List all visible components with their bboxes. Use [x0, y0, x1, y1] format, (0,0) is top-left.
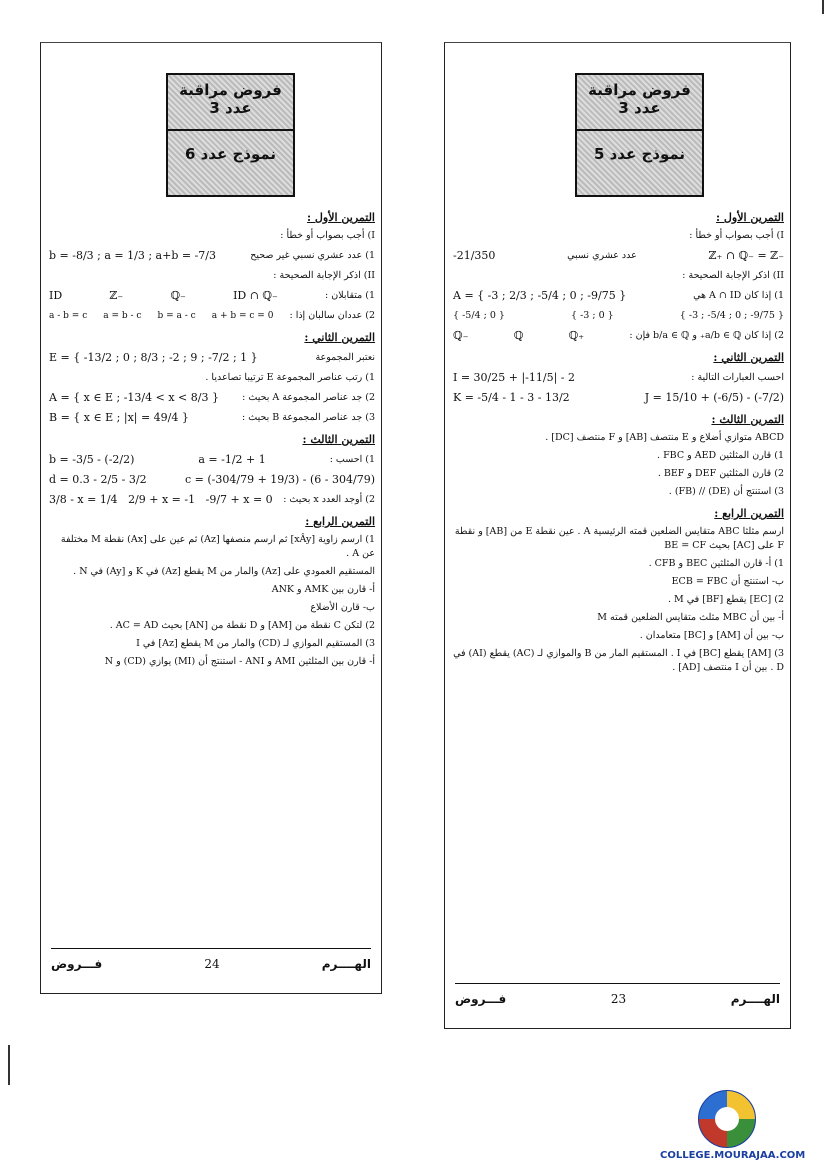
question: II) اذكر الإجابة الصحيحة : — [273, 270, 375, 281]
question: 3) المستقيم الموازي لـ (CD) والمار من M يقطع [Az] في I — [136, 638, 375, 649]
watermark-text: COLLEGE.MOURAJAA.COM — [660, 1150, 806, 1161]
exercise-1-title: التمرين الأول : — [716, 211, 784, 224]
option: ℚ₊ — [568, 329, 585, 342]
page-footer — [455, 983, 780, 1010]
question-row — [453, 249, 784, 263]
page-23 — [444, 42, 791, 1029]
scan-edge-mark — [8, 1045, 10, 1085]
question: 3) استنتج أن (DE) // (FB) . — [668, 486, 784, 497]
option: b = a - c — [157, 311, 196, 321]
option: { -3 ; 0 } — [571, 310, 614, 321]
math-expr: E = { -13/2 ; 0 ; 8/3 ; -2 ; 9 ; -7/2 ; 1 } — [49, 351, 258, 364]
question-row — [49, 453, 375, 467]
question-row — [49, 351, 375, 365]
math-expr: a = -1/2 + 1 — [198, 453, 266, 466]
option: a = b - c — [103, 311, 142, 321]
question: أ- قارن بين AMK و ANK — [271, 584, 375, 595]
question-row — [49, 249, 375, 263]
question-text: عدد عشري نسبي — [567, 250, 637, 261]
question-row — [453, 309, 784, 323]
question-row — [49, 411, 375, 425]
option: { -5/4 ; 0 } — [453, 310, 505, 321]
question-row — [49, 473, 375, 487]
math-expr: b = -8/3 ; a = 1/3 ; a+b = -7/3 — [49, 249, 216, 262]
math-expr: I = 30/25 + |-11/5| - 2 — [453, 371, 576, 384]
exercise-2-title: التمرين الثاني : — [304, 331, 375, 344]
footer-label: فـــروض — [455, 992, 507, 1006]
question-text: 2) أوجد العدد x بحيث : — [283, 494, 375, 505]
question-text: 1) احسب : — [329, 454, 375, 465]
math-expr: -9/7 + x = 0 — [205, 493, 273, 506]
math-expr: d = 0.3 - 2/5 - 3/2 — [49, 473, 147, 486]
question: ب- استنتج أن ECB = FBC — [671, 576, 784, 587]
math-expr: A = { -3 ; 2/3 ; -5/4 ; 0 ; -9/75 } — [453, 289, 627, 302]
math-expr: A = { x ∈ E ; -13/4 < x < 8/3 } — [49, 391, 219, 404]
header-box — [166, 73, 295, 197]
exercise-4-title: التمرين الرابع : — [714, 507, 784, 520]
option: ℚ — [513, 329, 524, 342]
question: المستقيم العمودي على [Az) والمار من M يقطع [Az) في K و [Ay) في N . — [73, 566, 375, 577]
math-expr: c = (-304/79 + 19/3) - (6 - 304/79) — [185, 473, 375, 486]
page-footer — [51, 948, 371, 975]
question-text: نعتبر المجموعة — [315, 352, 375, 363]
math-expr: K = -5/4 - 1 - 3 - 13/2 — [453, 391, 570, 404]
math-expr: J = 15/10 + (-6/5) - (-7/2) — [644, 391, 784, 404]
question: أ- بين أن MBC مثلث متقايس الضلعين قمته M — [597, 612, 784, 623]
footer-label: فـــروض — [51, 957, 103, 971]
exercise-3-title: التمرين الثالث : — [302, 433, 375, 446]
page-24 — [40, 42, 382, 994]
question: 1) أ- قارن المثلثين BEC و CFB . — [648, 558, 784, 569]
question-text: 1) عدد عشري نسبي غير صحيح — [250, 250, 375, 261]
question-text: 2) عددان سالبان إذا : — [289, 310, 375, 321]
math-expr: ID ∩ ℚ₋ — [233, 289, 278, 302]
header-title: فروض مراقبة عدد 3 — [168, 81, 293, 131]
question-row — [453, 289, 784, 303]
option: ℚ₋ — [170, 289, 186, 302]
page-number: 23 — [610, 992, 627, 1006]
math-expr: 3/8 - x = 1/4 — [49, 493, 118, 506]
page-content — [49, 203, 375, 673]
header-box — [575, 73, 704, 197]
question-row — [453, 391, 784, 405]
footer-brand: الهــــرم — [321, 957, 371, 971]
question-row — [453, 329, 784, 343]
header-title: فروض مراقبة عدد 3 — [577, 81, 702, 131]
question: 1) قارن المثلثين AED و FBC . — [657, 450, 784, 461]
option: ℚ₋ — [453, 329, 469, 342]
footer-brand: الهــــرم — [730, 992, 780, 1006]
exercise-1-title: التمرين الأول : — [307, 211, 375, 224]
page-content — [453, 203, 784, 679]
question: 3) [AM] يقطع [BC] في I . المستقيم المار من B والموازي لـ (AC) يقطع (AI) في D . بين أن I منتصف [AD] . — [453, 648, 784, 673]
question-row — [49, 391, 375, 405]
option: { -3 ; -5/4 ; 0 ; -9/75 } — [679, 310, 784, 321]
site-logo-icon — [672, 1085, 782, 1149]
question: ب- قارن الأضلاع — [310, 602, 375, 613]
option: ID — [49, 289, 63, 302]
question: ارسم مثلثا ABC متقايس الضلعين قمته الرئيسية A . عين نقطة E من [AB] و نقطة F على [AC] بحيث BE = CF — [454, 526, 784, 551]
math-expr: 2/9 + x = -1 — [128, 493, 196, 506]
math-expr: b = -3/5 - (-2/2) — [49, 453, 135, 466]
question-row — [49, 289, 375, 303]
question: أ- قارن بين المثلثين AMI و ANI - استنتج أن (MI) يوازي (CD) و N — [104, 656, 375, 667]
option: a + b = c = 0 — [211, 311, 274, 321]
question: 1) ارسم زاوية [xÂy] ثم ارسم منصفها [Az) ثم عين على [Ax) نقطة M مختلفة عن A . — [60, 534, 375, 559]
question-row — [49, 309, 375, 323]
question: II) اذكر الإجابة الصحيحة : — [682, 270, 784, 281]
question-text: 1) متقابلان : — [325, 290, 375, 301]
header-model: نموذج عدد 5 — [593, 145, 686, 163]
question: 2) [EC] يقطع [BF] في M . — [667, 594, 784, 605]
scan-edge-mark — [822, 0, 824, 14]
question: I) أجب بصواب أو خطأ : — [689, 230, 784, 241]
option: ℤ₋ — [109, 289, 124, 302]
question-text: احسب العبارات التالية : — [691, 372, 784, 383]
question: 1) رتب عناصر المجموعة E ترتيبا تصاعديا . — [205, 372, 375, 383]
math-expr: B = { x ∈ E ; |x| = 49/4 } — [49, 411, 189, 424]
question-row — [453, 371, 784, 385]
question-text: 2) إذا كان a/b ∈ ℚ₊ و b/a ∈ ℚ فإن : — [629, 330, 784, 341]
question: I) أجب بصواب أو خطأ : — [280, 230, 375, 241]
question-text: 2) جد عناصر المجموعة A بحيث : — [242, 392, 375, 403]
question: ب- بين أن [AM] و [BC] متعامدان . — [639, 630, 784, 641]
exercise-2-title: التمرين الثاني : — [713, 351, 784, 364]
question: 2) قارن المثلثين DEF و BEF . — [657, 468, 784, 479]
math-expr: ℤ₊ ∩ ℚ₋ = ℤ₋ — [708, 249, 784, 262]
page-number: 24 — [204, 957, 220, 971]
question: ABCD متوازي أضلاع و E منتصف [AB] و F منتصف [DC] . — [545, 432, 784, 443]
question: 2) لتكن C نقطة من [AM] و D نقطة من [AN] بحيث AC = AD . — [109, 620, 375, 631]
question-text: 1) إذا كان A ∩ ID هي — [693, 290, 784, 301]
question-text: 3) جد عناصر المجموعة B بحيث : — [242, 412, 375, 423]
exercise-3-title: التمرين الثالث : — [711, 413, 784, 426]
header-model: نموذج عدد 6 — [184, 145, 277, 163]
math-expr: -21/350 — [453, 249, 496, 262]
exercise-4-title: التمرين الرابع : — [305, 515, 375, 528]
option: a - b = c — [49, 311, 88, 321]
question-row — [49, 493, 375, 507]
